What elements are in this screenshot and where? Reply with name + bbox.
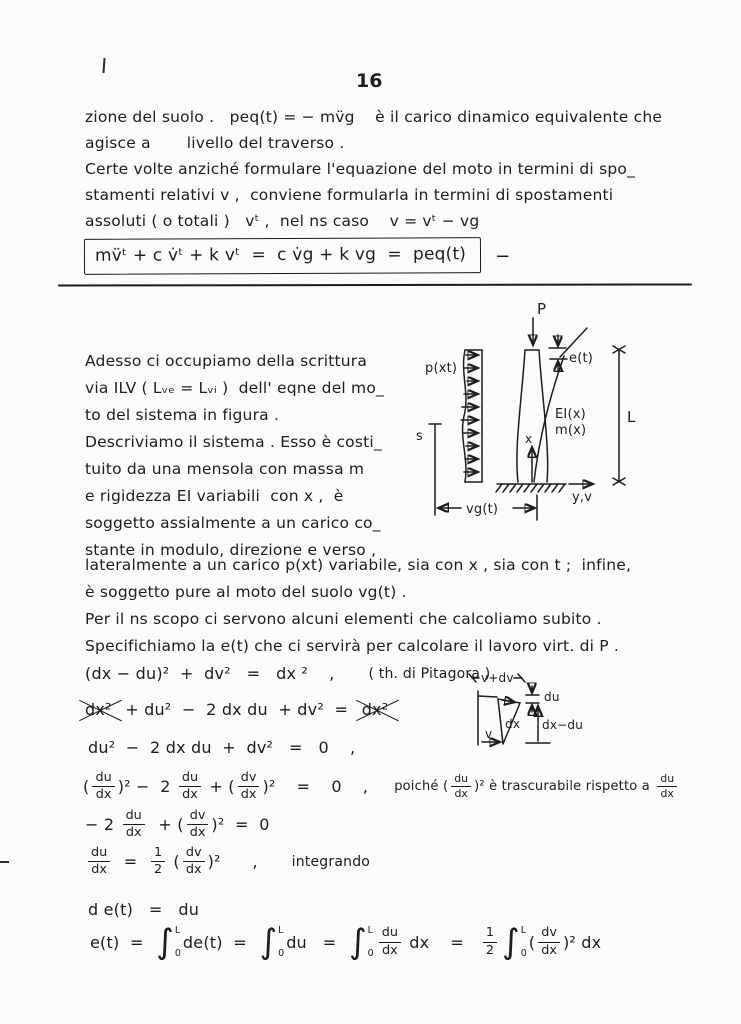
integral-glyph: ∫ xyxy=(502,922,520,962)
equation-text: ( xyxy=(168,852,180,872)
boxed-equation xyxy=(84,237,481,275)
equation-text: + ( xyxy=(147,815,184,835)
body-line: e rigidezza EI variabili con x , è xyxy=(85,487,344,505)
fraction-dv-dx: $\frac{dv}{dx}$ xyxy=(183,846,205,877)
fraction-du-dx: $\frac{du}{dx}$ xyxy=(657,773,677,800)
body-line: via ILV ( Lᵥₑ = Lᵥᵢ ) dell' eqne del mo_ xyxy=(85,379,384,397)
note-text: poiché ( xyxy=(394,779,449,795)
body-left-column xyxy=(85,348,384,564)
fraction-du-dx: $\frac{du}{dx}$ xyxy=(88,846,110,877)
equation-expanded xyxy=(82,700,391,719)
note-text: )² è trascurabile rispetto a xyxy=(474,779,655,795)
integral-upper-limit: L xyxy=(278,925,284,936)
body-line: è soggetto pure al moto del suolo vg(t) . xyxy=(85,583,407,601)
equation-pitagora xyxy=(85,664,490,683)
label-s: s xyxy=(416,429,423,444)
column-left-side xyxy=(517,350,525,482)
equation-text: de(t) = xyxy=(182,932,258,952)
equation-text: )² = 0 xyxy=(211,815,270,835)
label-vg-t: vg(t) xyxy=(466,502,499,517)
equation-integral xyxy=(90,922,602,962)
integral-sign xyxy=(259,922,285,962)
integral-sign xyxy=(348,922,374,962)
fraction-dv-dx: $\frac{dv}{dx}$ xyxy=(187,809,209,840)
body-line: lateralmente a un carico p(xt) variabile, sia con x , sia con t ; infine, xyxy=(85,556,632,574)
integral-sign xyxy=(502,922,527,962)
fraction-du-dx: $\frac{du}{dx}$ xyxy=(123,809,145,840)
ground-hatching xyxy=(496,484,566,492)
label-v-plus-dv: v+dv xyxy=(481,671,514,685)
body-line: Specifichiamo la e(t) che ci servirà per calcolare il lavoro virt. di P . xyxy=(85,637,620,655)
equation-text: mv̈ᵗ + c v̇ᵗ + k vᵗ = c v̇g + k vg = peq(t) xyxy=(94,244,467,266)
equation-text: )² − 2 xyxy=(117,777,176,797)
pythagoras-triangle-figure xyxy=(452,657,612,772)
integral-limits xyxy=(368,926,374,958)
equation-text: − 2 xyxy=(85,815,120,835)
intro-line: stamenti relativi v , conviene formularla in termini di spostamenti xyxy=(85,186,614,204)
struck-term: dx² xyxy=(359,700,392,719)
intro-paragraph xyxy=(85,104,662,234)
equation-final-slope xyxy=(85,846,370,877)
body-line: soggetto assialmente a un carico co_ xyxy=(85,514,381,532)
equation-text: = xyxy=(113,852,148,872)
label-e-t: e(t) xyxy=(569,351,594,366)
page-number: 16 xyxy=(356,70,383,92)
equation-text: )² , xyxy=(207,852,258,872)
struck-term: dx² xyxy=(82,700,115,719)
stray-mark xyxy=(102,58,105,73)
integral-lower-limit: 0 xyxy=(174,947,181,959)
separator-line xyxy=(58,283,692,286)
equation-of-motion-row xyxy=(84,238,510,274)
integral-lower-limit: 0 xyxy=(367,947,374,959)
fraction-du-dx: $\frac{du}{dx}$ xyxy=(451,773,471,800)
equation-text: )² dx xyxy=(562,932,602,952)
integral-upper-limit: L xyxy=(174,925,181,936)
integral-lower-limit: 0 xyxy=(520,947,527,959)
intro-line: Certe volte anziché formulare l'equazione del moto in termini di spo_ xyxy=(85,160,636,178)
equation-text: )² = 0 , xyxy=(262,777,369,797)
label-L: L xyxy=(627,408,636,426)
stray-mark xyxy=(0,861,9,863)
integral-sign xyxy=(156,922,181,962)
fraction-du-dx: $\frac{du}{dx}$ xyxy=(179,771,201,802)
equation-text: ( xyxy=(528,932,536,952)
integral-limits xyxy=(521,926,527,958)
body-line: Per il ns scopo ci servono alcuni elementi che calcoliamo subito . xyxy=(85,610,602,628)
integral-limits xyxy=(278,926,284,958)
fraction-du-dx: $\frac{du}{dx}$ xyxy=(92,771,114,802)
negligibility-note xyxy=(394,773,680,800)
label-EI-x: EI(x) xyxy=(555,407,586,422)
s-reference-line xyxy=(429,424,441,515)
cantilever-figure xyxy=(403,298,695,550)
equation-text: ( xyxy=(83,777,90,797)
label-dx-minus-du: dx−du xyxy=(542,718,583,732)
body-line: tuito da una mensola con massa m xyxy=(85,460,365,478)
label-p-xt: p(xt) xyxy=(425,361,458,376)
equation-text: (dx − du)² + dv² = dx ² , xyxy=(85,664,335,683)
L-dimension xyxy=(613,346,625,485)
equation-simplified xyxy=(85,809,270,840)
equation-text: dx = xyxy=(403,932,480,952)
equation-text: e(t) = xyxy=(90,932,155,952)
equation-text: d e(t) = du xyxy=(88,900,200,919)
integral-limits xyxy=(175,926,181,958)
fraction-dv-dx: $\frac{dv}{dx}$ xyxy=(238,771,260,802)
fraction-one-half: $\frac{1}{2}$ xyxy=(151,846,165,877)
label-v: v xyxy=(485,727,493,741)
integrando-note: integrando xyxy=(291,853,371,870)
body-full-width xyxy=(85,552,631,660)
top-edge-arrow xyxy=(502,700,514,702)
body-line: Adesso ci occupiamo della scrittura xyxy=(85,352,368,370)
intro-line: zione del suolo . peq(t) = − mv̈g è il carico dinamico equivalente che xyxy=(85,108,663,126)
after-box-dash: − xyxy=(495,245,511,267)
fraction-one-half: $\frac{1}{2}$ xyxy=(483,926,497,957)
equation-divided xyxy=(83,771,680,802)
equation-text: + ( xyxy=(204,777,235,797)
e-t-dimension xyxy=(549,335,567,372)
label-P: P xyxy=(537,300,547,318)
integral-glyph: ∫ xyxy=(259,922,278,962)
top-connector xyxy=(478,696,497,697)
load-left-boundary xyxy=(463,350,466,482)
integral-lower-limit: 0 xyxy=(278,947,285,959)
label-m-x: m(x) xyxy=(555,423,587,438)
equation-text: du = xyxy=(286,932,347,952)
equation-reduced xyxy=(88,738,355,757)
fraction-du-dx: $\frac{du}{dx}$ xyxy=(379,926,401,957)
distributed-load xyxy=(461,350,482,482)
label-x: x xyxy=(525,432,533,446)
integral-glyph: ∫ xyxy=(156,922,174,962)
intro-line: agisce a livello del traverso . xyxy=(85,134,345,152)
label-du: du xyxy=(544,690,560,704)
integral-upper-limit: L xyxy=(367,925,373,936)
body-line: to del sistema in figura . xyxy=(85,406,280,424)
equation-text: + du² − 2 dx du + dv² = xyxy=(114,700,359,719)
integral-glyph: ∫ xyxy=(348,922,367,962)
equation-differential xyxy=(88,900,199,919)
label-dx: dx xyxy=(505,717,521,731)
fraction-dv-dx: $\frac{dv}{dx}$ xyxy=(538,926,560,957)
equation-text: du² − 2 dx du + dv² = 0 , xyxy=(88,738,356,757)
intro-line: assoluti ( o totali ) vᵗ , nel ns caso v = vᵗ − vg xyxy=(85,212,480,230)
body-line: stante in modulo, direzione e verso , xyxy=(85,541,377,559)
integral-upper-limit: L xyxy=(520,925,527,936)
du-dimension xyxy=(526,686,539,712)
label-axis-y-v: y,v xyxy=(572,490,593,505)
pitagora-note: ( th. di Pitagora ) xyxy=(368,665,491,682)
body-line: Descriviamo il sistema . Esso è costi_ xyxy=(85,433,382,451)
